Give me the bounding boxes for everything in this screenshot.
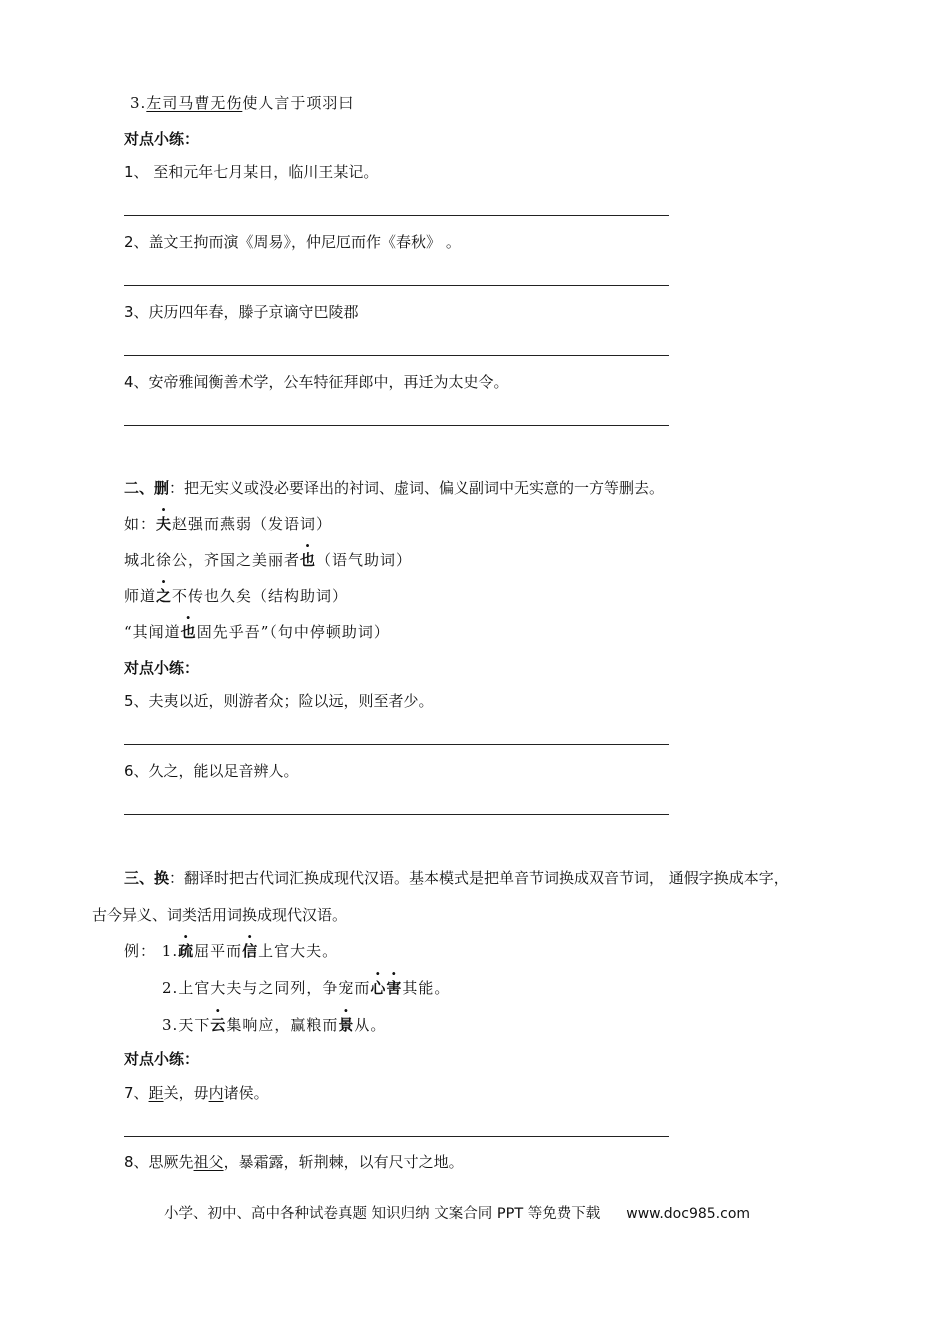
example-text: 从。: [354, 1016, 387, 1034]
section-3-heading: 三、换: [124, 869, 170, 887]
section-2-heading: 二、删: [124, 479, 170, 497]
exercise-5: 5、夫夷以近，则游者众；险以远，则至者少。: [124, 692, 434, 710]
example-number: 3.: [162, 1016, 179, 1034]
underlined-word: 祖父: [193, 1153, 224, 1171]
exercise-number: 7、: [124, 1084, 149, 1102]
exercise-text: 关，毋: [163, 1084, 209, 1102]
exercise-6: 6、久之，能以足音辨人。: [124, 762, 299, 780]
section-3-example-2: [162, 978, 450, 998]
practice-label-3: 对点小练：: [124, 1050, 200, 1068]
example-prefix: 如：: [124, 515, 157, 533]
exercise-text: ，暴霜露，斩荆棘，以有尺寸之地。: [223, 1153, 464, 1171]
top-item-text: 使人言于项羽曰: [242, 94, 355, 112]
example-number: 1.: [161, 942, 179, 960]
footer-url[interactable]: www.doc985.com: [626, 1206, 751, 1222]
example-text: 不传也久矣（结构助词）: [172, 587, 349, 605]
exercise-2: 2、盖文王拘而演《周易》，仲尼厄而作《春秋》 。: [124, 233, 461, 251]
practice-label-2: 对点小练：: [124, 659, 200, 677]
section-2-example-1: [124, 514, 332, 534]
dotted-char: 信: [242, 942, 259, 960]
example-text: 天下: [178, 1016, 211, 1034]
section-3-example-1: [124, 941, 338, 961]
exercise-4: 4、安帝雅闻衡善术学，公车特征拜郎中，再迁为太史令。: [124, 373, 509, 391]
exercise-text: 诸侯。: [223, 1084, 269, 1102]
example-label: 例：: [124, 942, 157, 960]
answer-line-6: [124, 814, 669, 815]
example-text: 屈平而: [194, 942, 243, 960]
dotted-char: 也: [300, 551, 317, 569]
example-text: “其闻道: [124, 623, 181, 641]
example-text: 其能。: [402, 979, 451, 997]
answer-line-5: [124, 744, 669, 745]
exercise-text: 8、思厥先: [124, 1153, 194, 1171]
answer-line-4: [124, 425, 669, 426]
section-2-description: ：把无实义或没必要译出的衬词、虚词、偏义副词中无实意的一方等删去。: [169, 479, 665, 497]
dotted-char: 疏: [178, 942, 195, 960]
underlined-word: 距: [148, 1084, 164, 1102]
exercise-3: 3、庆历四年春，滕子京谪守巴陵郡: [124, 303, 359, 321]
example-text: 上官大夫。: [258, 942, 339, 960]
section-2-example-4: [124, 622, 390, 642]
answer-line-1: [124, 215, 669, 216]
dotted-char: 心: [370, 979, 387, 997]
underlined-word: 内: [208, 1084, 224, 1102]
dotted-char: 害: [386, 979, 403, 997]
answer-line-7: [124, 1136, 669, 1137]
example-text: 固先乎吾”（句中停顿助词）: [196, 623, 390, 641]
example-text: 师道: [124, 587, 157, 605]
top-item-number: 3.: [130, 94, 147, 112]
dotted-char: 之: [156, 587, 173, 605]
example-text: 集响应，赢粮而: [226, 1016, 339, 1034]
dotted-char: 也: [180, 623, 197, 641]
dotted-char: 夫: [156, 515, 173, 533]
answer-line-3: [124, 355, 669, 356]
section-2-intro: [124, 478, 664, 498]
dotted-char: 景: [338, 1016, 355, 1034]
section-3-description: ：翻译时把古代词汇换成现代汉语。基本模式是把单音节词换成双音节词， 通假字换成本字，: [169, 869, 789, 887]
exercise-8: [124, 1152, 464, 1172]
example-text: 赵强而燕弱（发语词）: [172, 515, 333, 533]
section-3-intro: [124, 868, 789, 888]
example-number: 2.: [162, 979, 179, 997]
exercise-1: 1、 至和元年七月某日，临川王某记。: [124, 163, 379, 181]
exercise-7: [124, 1083, 269, 1103]
section-2-example-3: [124, 586, 348, 606]
section-3-example-3: [162, 1015, 386, 1035]
section-3-description-cont: 古今异义、词类活用词换成现代汉语。: [92, 906, 348, 924]
footer-text: 小学、初中、高中各种试卷真题 知识归纳 文案合同 PPT 等免费下载: [164, 1206, 601, 1222]
answer-line-2: [124, 285, 669, 286]
top-item-3: [130, 93, 354, 113]
practice-label-1: 对点小练：: [124, 130, 200, 148]
example-text: 上官大夫与之同列，争宠而: [178, 979, 371, 997]
example-text: 城北徐公，齐国之美丽者: [124, 551, 301, 569]
top-item-underlined: 左司马曹无伤: [146, 94, 243, 112]
example-note: （语气助词）: [316, 551, 413, 569]
dotted-char: 云: [210, 1016, 227, 1034]
section-2-example-2: [124, 550, 412, 570]
page-footer: [164, 1202, 750, 1223]
